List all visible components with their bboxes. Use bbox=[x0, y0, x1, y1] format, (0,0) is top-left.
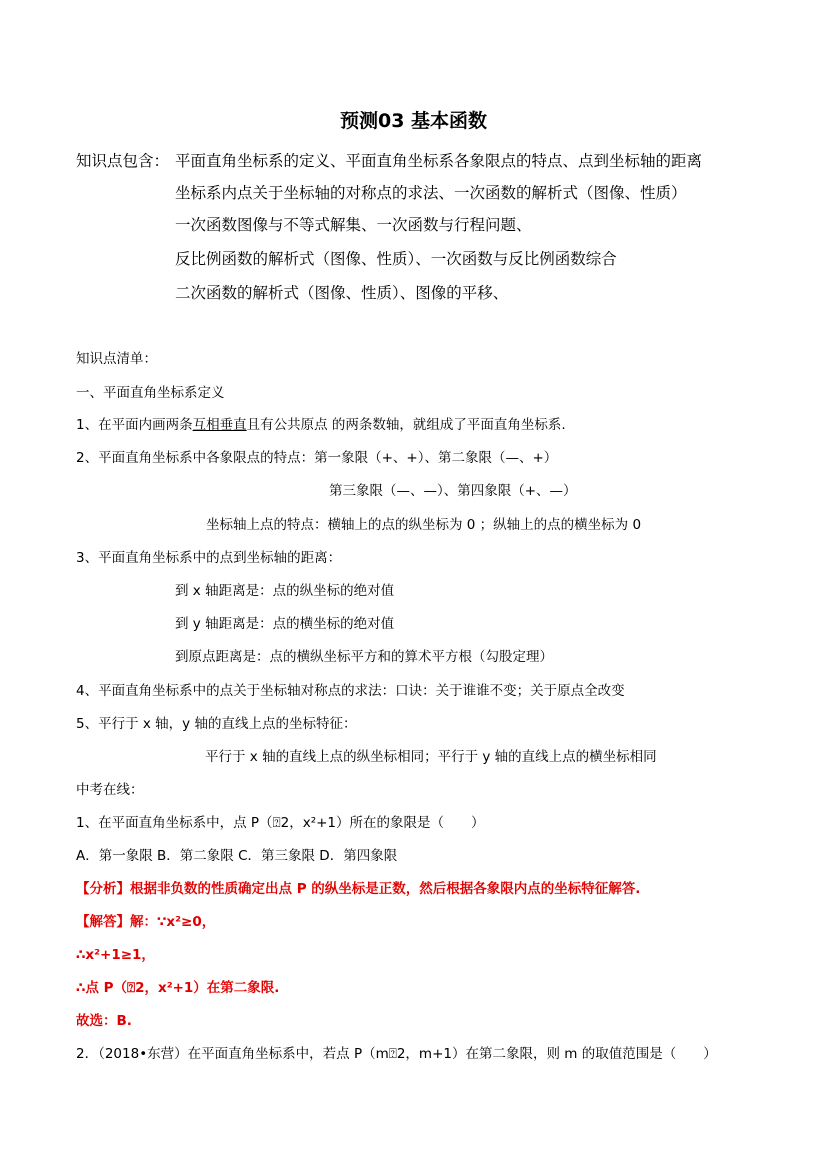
solution-line-3: ∴点 P（⍰2，x²+1）在第二象限. bbox=[76, 980, 280, 996]
item-3: 3、平面直角坐标系中的点到坐标轴的距离： bbox=[76, 550, 342, 566]
item-2: 2、平面直角坐标系中各象限点的特点：第一象限（+、+）、第二象限（—、+） bbox=[76, 450, 558, 466]
item-4: 4、平面直角坐标系中的点关于坐标轴对称点的求法：口诀：关于谁谁不变；关于原点全改变 bbox=[76, 683, 625, 699]
question-1: 1、在平面直角坐标系中，点 P（⍰2，x²+1）所在的象限是（ ） bbox=[76, 815, 485, 831]
item-1-pre: 1、在平面内画两条 bbox=[76, 417, 193, 433]
item-3-x-axis: 到 x 轴距离是：点的纵坐标的绝对值 bbox=[175, 583, 395, 599]
question-1-options: A．第一象限 B．第二象限 C．第三象限 D．第四象限 bbox=[76, 848, 398, 864]
page-title: 预测03 基本函数 bbox=[339, 110, 488, 132]
analysis-text: 【分析】根据非负数的性质确定出点 P 的纵坐标是正数，然后根据各象限内点的坐标特征解答. bbox=[76, 881, 641, 897]
solution-line-1: 【解答】解：∵x²≥0， bbox=[76, 914, 216, 930]
exam-heading: 中考在线： bbox=[76, 782, 144, 798]
item-1-underlined: 互相垂直 bbox=[192, 417, 247, 433]
knowledge-include-line-4: 反比例函数的解析式（图像、性质）、一次函数与反比例函数综合 bbox=[175, 250, 617, 268]
knowledge-include-line-1: 平面直角坐标系的定义、平面直角坐标系各象限点的特点、点到坐标轴的距离 bbox=[175, 152, 703, 170]
item-5-detail: 平行于 x 轴的直线上点的纵坐标相同；平行于 y 轴的直线上点的横坐标相同 bbox=[205, 749, 657, 765]
question-2: 2．（2018•东营）在平面直角坐标系中，若点 P（m⍰2，m+1）在第二象限，则 m 的取值范围是（ ） bbox=[76, 1046, 717, 1062]
answer-choice: 故选：B. bbox=[76, 1013, 132, 1029]
knowledge-list-heading: 知识点清单： bbox=[76, 351, 157, 367]
item-3-y-axis: 到 y 轴距离是：点的横坐标的绝对值 bbox=[175, 616, 395, 632]
item-1 bbox=[76, 416, 566, 434]
item-1-post: 且有公共原点 的两条数轴，就组成了平面直角坐标系. bbox=[246, 417, 566, 433]
solution-line-2: ∴x²+1≥1， bbox=[76, 947, 155, 963]
item-2-axis-points: 坐标轴上点的特点：横轴上的点的纵坐标为 0 ；纵轴上的点的横坐标为 0 bbox=[206, 517, 642, 533]
item-3-origin: 到原点距离是：点的横纵坐标平方和的算术平方根（勾股定理） bbox=[175, 649, 553, 665]
knowledge-include-line-3: 一次函数图像与不等式解集、一次函数与行程问题、 bbox=[175, 216, 532, 234]
knowledge-include-label: 知识点包含： bbox=[76, 152, 170, 170]
knowledge-include-line-2: 坐标系内点关于坐标轴的对称点的求法、一次函数的解析式（图像、性质） bbox=[175, 184, 687, 202]
item-2-quadrants-3-4: 第三象限（—、—）、第四象限（+、—） bbox=[329, 483, 577, 499]
item-5: 5、平行于 x 轴，y 轴的直线上点的坐标特征： bbox=[76, 716, 357, 732]
section-1-heading: 一、平面直角坐标系定义 bbox=[76, 385, 225, 401]
knowledge-include-line-5: 二次函数的解析式（图像、性质）、图像的平移、 bbox=[175, 284, 509, 302]
